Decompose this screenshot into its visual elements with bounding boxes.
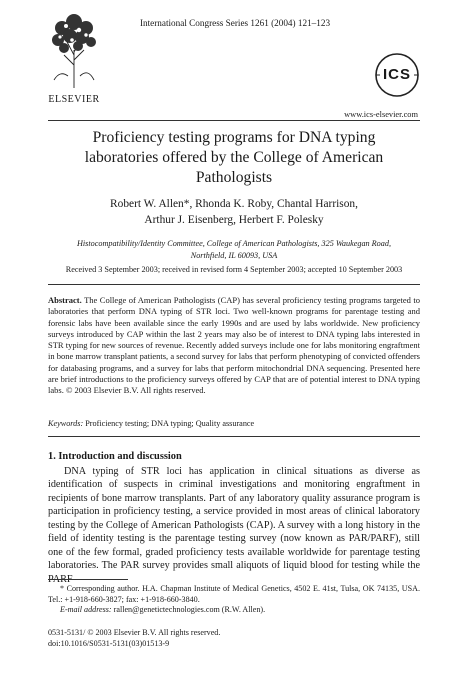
- article-title: Proficiency testing programs for DNA typing laboratories offered by the College of American Pathologists: [84, 129, 384, 186]
- publisher-name: ELSEVIER: [48, 94, 100, 105]
- abstract-text: The College of American Pathologists (CAP) has several proficiency testing programs targeted to laboratories that perform DNA typing of STR loci. Two well-known programs for parentage testing and forensic labs have been available since the early 1990s and are used by labs worldwide. New proficiency surveys introduced by CAP within the last 2 years may also be of interest to DNA typing labs interested in STR typing for new sources of revenue. Recently added surveys include one for labs monitoring engraftment in bone marrow transplant patients, a second survey for labs that perform phenotyping of convicted offenders for databasing programs, and a survey for labs that perform mitochondrial DNA sequencing. Presented here are brief introductions to the proficiency surveys offered by CAP that are of potential interest to DNA typing labs. © 2003 Elsevier B.V. All rights reserved.: [48, 295, 420, 396]
- corresponding-author-note: * Corresponding author. H.A. Chapman Institute of Medical Genetics, 4502 E. 41st, Tulsa, OK 74135, USA. Tel.: +1-918-660-3827; fax: +1-918-660-3840.: [48, 584, 420, 604]
- keywords-text: Proficiency testing; DNA typing; Quality assurance: [85, 419, 255, 428]
- elsevier-logo: [46, 10, 102, 106]
- journal-citation: International Congress Series 1261 (2004) 121–123: [139, 18, 331, 28]
- header-rule: [48, 120, 420, 121]
- keywords: [48, 419, 420, 428]
- ics-logo: [374, 52, 420, 98]
- issn-line: 0531-5131/ © 2003 Elsevier B.V. All rights reserved.: [48, 628, 221, 637]
- body-paragraph: DNA typing of STR loci has application in clinical situations as diverse as identification of suspects in criminal investigations and monitoring engraftment in recipients of bone marrow transplants. Part of any laboratory quality assurance program is participation in proficiency testing, a service provided in most areas of clinical laboratory testing by the College of American Pathologists (CAP). A survey with a long history in the field of identity testing is the parentage testing survey (now known as PAR/PARF), still one of the few formal, graded proficiency tests available worldwide for parentage testing laboratories. The PAR survey provides small aliquots of liquid blood for testing while the PARF: [48, 466, 420, 585]
- authors-line-1: Robert W. Allen*, Rhonda K. Roby, Chantal Harrison,: [110, 198, 358, 210]
- abstract-label: Abstract.: [48, 295, 82, 305]
- footnote: [48, 584, 420, 616]
- doi-line[interactable]: doi:10.1016/S0531-5131(03)01513-9: [48, 638, 170, 648]
- email-address[interactable]: rallen@genetictechnologies.com (R.W. Allen).: [113, 605, 266, 615]
- affiliation: Histocompatibility/Identity Committee, College of American Pathologists, 325 Waukegan Road, Northfield, IL 60093, USA: [76, 239, 392, 260]
- body-text: [48, 465, 420, 586]
- keywords-label: Keywords:: [48, 419, 84, 428]
- email-label: E-mail address:: [60, 605, 112, 615]
- author-list: [60, 196, 408, 228]
- abstract: [48, 295, 420, 397]
- abstract-top-rule: [48, 284, 420, 285]
- ics-logo-text: ICS: [382, 66, 411, 83]
- received-dates: Received 3 September 2003; received in revised form 4 September 2003; accepted 10 September 2003: [65, 265, 403, 274]
- footnote-rule: [48, 579, 128, 580]
- section-heading: 1. Introduction and discussion: [48, 451, 182, 462]
- elsevier-tree-icon: [46, 10, 102, 90]
- authors-line-2: Arthur J. Eisenberg, Herbert F. Polesky: [144, 214, 324, 226]
- imprint: [48, 628, 420, 649]
- abstract-bottom-rule: [48, 436, 420, 437]
- journal-url[interactable]: www.ics-elsevier.com: [344, 110, 418, 119]
